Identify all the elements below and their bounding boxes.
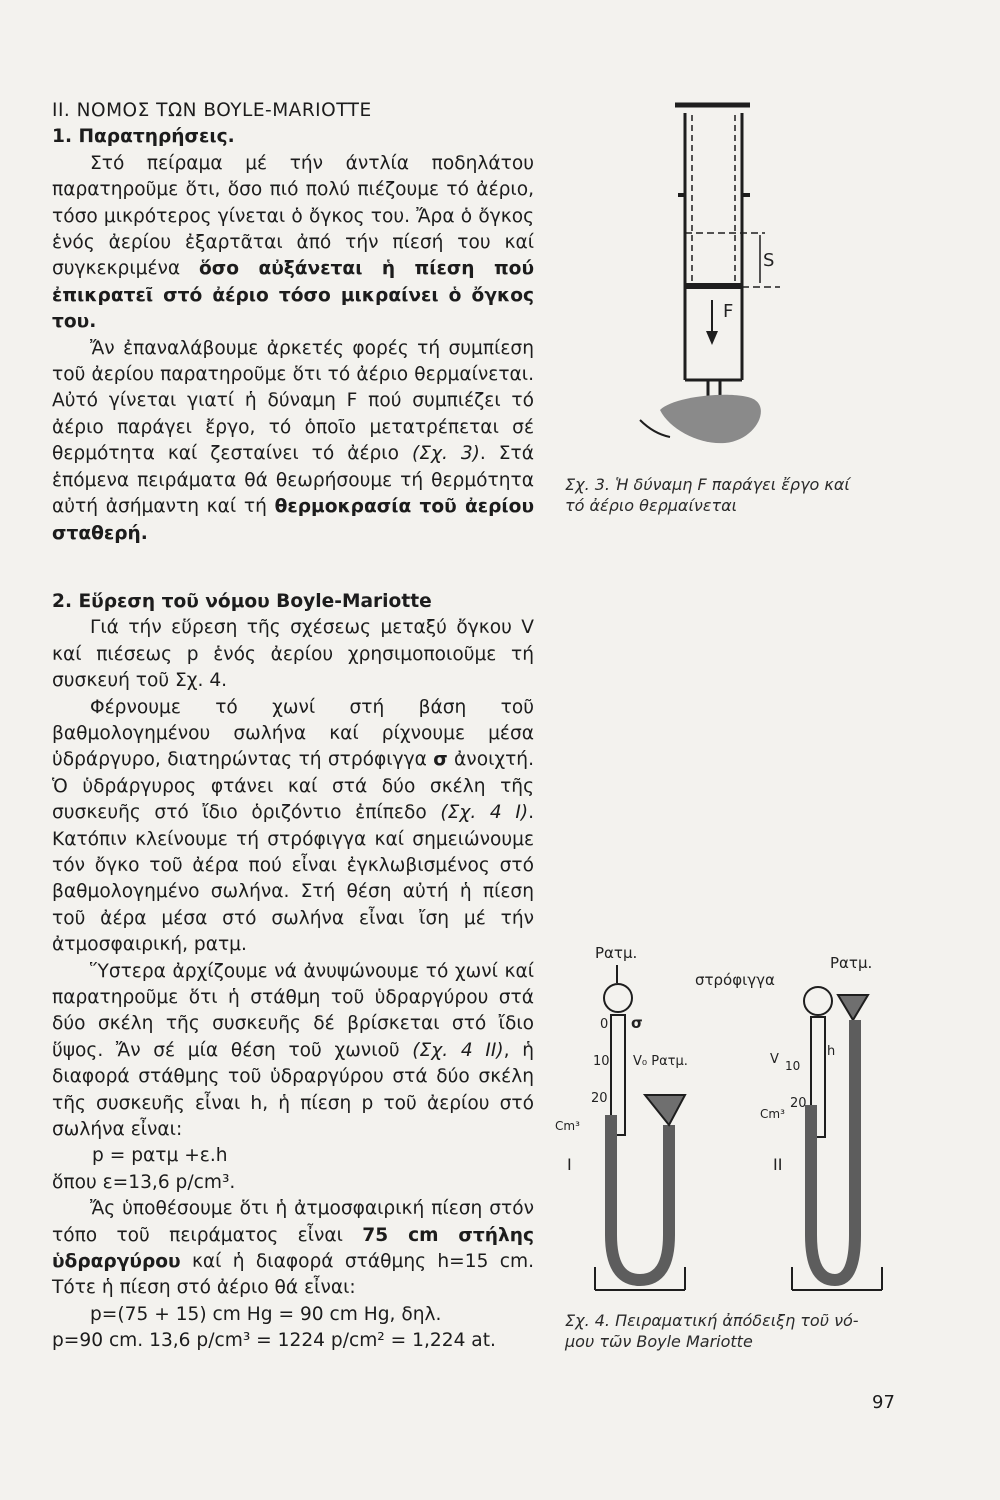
text-run: Φέρνουμε τό χωνί στή βάση τοῦ βαθμολογημένου σωλήνα καί ρίχνουμε μέσα ὑδράργυρο, διατηρώντας τή στρόφιγγα [52,696,534,771]
patm-label-right: Pατμ. [830,954,873,972]
label-20-left: 20 [591,1091,608,1106]
figure-3-caption [565,474,850,516]
patm-symbol: pατμ. [193,934,247,956]
label-20-right: 20 [790,1096,807,1111]
paragraph-observations-2 [52,336,534,547]
text-run: . Κατόπιν κλείνουμε τή στρόφιγγα καί σημειώνουμε τόν ὄγκο τοῦ ἀέρα πού εἶναι ἐγκλωβισμένος στό βαθμολογημένο σωλήνα. Στή θέση αὐτή ἡ πίεση τοῦ ἀέρα μέσα στό σωλήνα εἶναι ἴση μέ τήν ἀτμοσφαιρική, [52,802,534,956]
label-s: S [763,250,775,271]
hand-outline [640,420,670,437]
bold-statement: θερμοκρασία τοῦ ἀερίου σταθερή. [52,496,534,544]
hand-thumb-shape [660,395,761,443]
label-v0-patm: V₀ Pατμ. [633,1054,688,1069]
bold-statement: ὅσο αὐξάνεται ἡ πίεση πού ἐπικρατεῖ στό ἀέριο τόσο μικραίνει ὁ ὄγκος του. [52,258,534,333]
section-title: II. ΝΟΜΟΣ ΤΩΝ BOYLE-MARIOTTE [52,100,372,121]
main-text-column [52,98,534,1355]
pressure-formula: p = pατμ +ε.h [92,1145,228,1167]
page-number: 97 [872,1392,895,1413]
label-cm3-right: Cm³ [760,1107,785,1121]
text-run: Ὕστερα ἀρχίζουμε νά ἀνυψώνουμε τό χωνί καί παρατηροῦμε ὅτι ἡ στάθμη τοῦ ὑδραργύρου στά δύο σκέλη τῆς συσκευῆς δέ βρίσκεται στό ἴδιο ὕψος. Ἄν σέ μία θέση τοῦ χωνιοῦ [52,960,534,1061]
paragraph-method-3 [52,959,534,1144]
paragraph-example [52,1196,534,1302]
epsilon-definition: ὅπου ε=13,6 p/cm³. [52,1171,236,1193]
text-run: Ἄς ὑποθέσουμε ὅτι ἡ ἀτμοσφαιρική πίεση στόν τόπο τοῦ πειράματος εἶναι [52,1198,534,1246]
figure-4-caption [565,1310,859,1352]
calculation-line-2: p=90 cm. 13,6 p/cm³ = 1224 p/cm² = 1,224 at. [52,1330,496,1352]
label-v: V [770,1052,779,1067]
subsection-2-title: 2. Εὕρεση τοῦ νόμου Boyle-Mariotte [52,590,432,612]
roman-one: I [567,1155,572,1174]
text-run: Ἄν ἐπαναλάβουμε ἀρκετές φορές τή συμπίεση τοῦ ἀερίου παρατηροῦμε ὅτι τό ἀέριο θερμαίνεται. Αὐτό γίνεται γιατί ἡ δύναμη F πού συμπιέζει τό ἀέριο παράγει ἔργο, τό ὁποῖο μετατρέπεται σέ θερμότητα καί ζεσταίνει τό ἀέριο [52,337,534,465]
figure-reference: (Σχ. 3) [411,443,480,465]
patm-label-left: Pατμ. [595,944,638,962]
mercury-u-tube-left [611,1115,669,1280]
paragraph-method-1: Γιά τήν εὕρεση τῆς σχέσεως μεταξύ ὄγκου V καί πιέσεως p ἑνός ἀερίου χρησιμοποιοῦμε τή συσκευή τοῦ Σχ. 4. [52,617,534,692]
paragraph-method-2 [52,695,534,959]
label-10-right: 10 [785,1059,801,1073]
bold-statement: 75 cm στήλης ὑδραργύρου [52,1224,534,1273]
label-f: F [723,301,734,322]
caption-line: μου τῶν Boyle Mariotte [565,1332,753,1351]
caption-line: Σχ. 4. Πειραματική ἀπόδειξη τοῦ νό- [565,1311,859,1330]
label-sigma: σ [631,1014,643,1032]
funnel-left [645,1095,685,1125]
caption-line: τό ἀέριο θερμαίνεται [565,496,738,515]
caption-line: Σχ. 3. Ἡ δύναμη F παράγει ἔργο καί [565,475,850,494]
text-run: καί ἡ διαφορά στάθμης h=15 cm. Τότε ἡ πίεση στό ἀέριο θά εἶναι: [52,1251,534,1299]
paragraph-observations-1 [52,151,534,336]
funnel-right [838,995,868,1020]
text-run: , ἡ διαφορά στάθμης τοῦ ὑδραργύρου στά δύο σκέλη τῆς συσκευῆς εἶναι h, ἡ πίεση p τοῦ ἀερίου στό σωλήνα εἶναι: [52,1039,534,1141]
figure-reference: (Σχ. 4 II) [412,1039,504,1061]
figure-4-u-tube-diagram [555,935,895,1300]
label-strofigga: στρόφιγγα [695,971,775,989]
label-h: h [827,1044,836,1059]
figure-3-pump-diagram [630,95,800,455]
label-cm3-left: Cm³ [555,1119,580,1133]
valve-bulb-right [804,987,832,1015]
text-run: ἀνοιχτή. Ὁ ὑδράργυρος φτάνει καί στά δύο σκέλη τῆς συσκευῆς στό ἴδιο ὁριζόντιο ἐπίπεδο [52,749,534,824]
valve-bulb-left [604,984,632,1012]
force-arrowhead [706,331,718,345]
sigma-symbol: σ [433,749,448,771]
piston [686,283,741,289]
mercury-u-tube-right [811,1020,855,1280]
section-spacer [52,547,534,589]
calculation-line-1: p=(75 + 15) cm Hg = 90 cm Hg, δηλ. [90,1303,442,1325]
label-zero: 0 [600,1017,609,1032]
roman-two: II [773,1155,783,1174]
subsection-1-title: 1. Παρατηρήσεις. [52,126,235,148]
label-10-left: 10 [593,1054,610,1069]
figure-reference: (Σχ. 4 I) [440,802,529,824]
text-run: . Στά ἑπόμενα πειράματα θά θεωρήσουμε τή θερμότητα αὐτή ἀσήμαντη καί τή [52,443,534,518]
text-run: Στό πείραμα μέ τήν άντλία ποδηλάτου παρατηροῦμε ὅτι, ὅσο πιό πολύ πιέζουμε τό ἀέριο, τόσο μικρότερος γίνεται ὁ ὄγκος του. Ἄρα ὁ ὄγκος ἑνός ἀερίου ἐξαρτᾶται ἀπό τήν πίεσή του καί συγκεκριμένα [52,152,534,280]
